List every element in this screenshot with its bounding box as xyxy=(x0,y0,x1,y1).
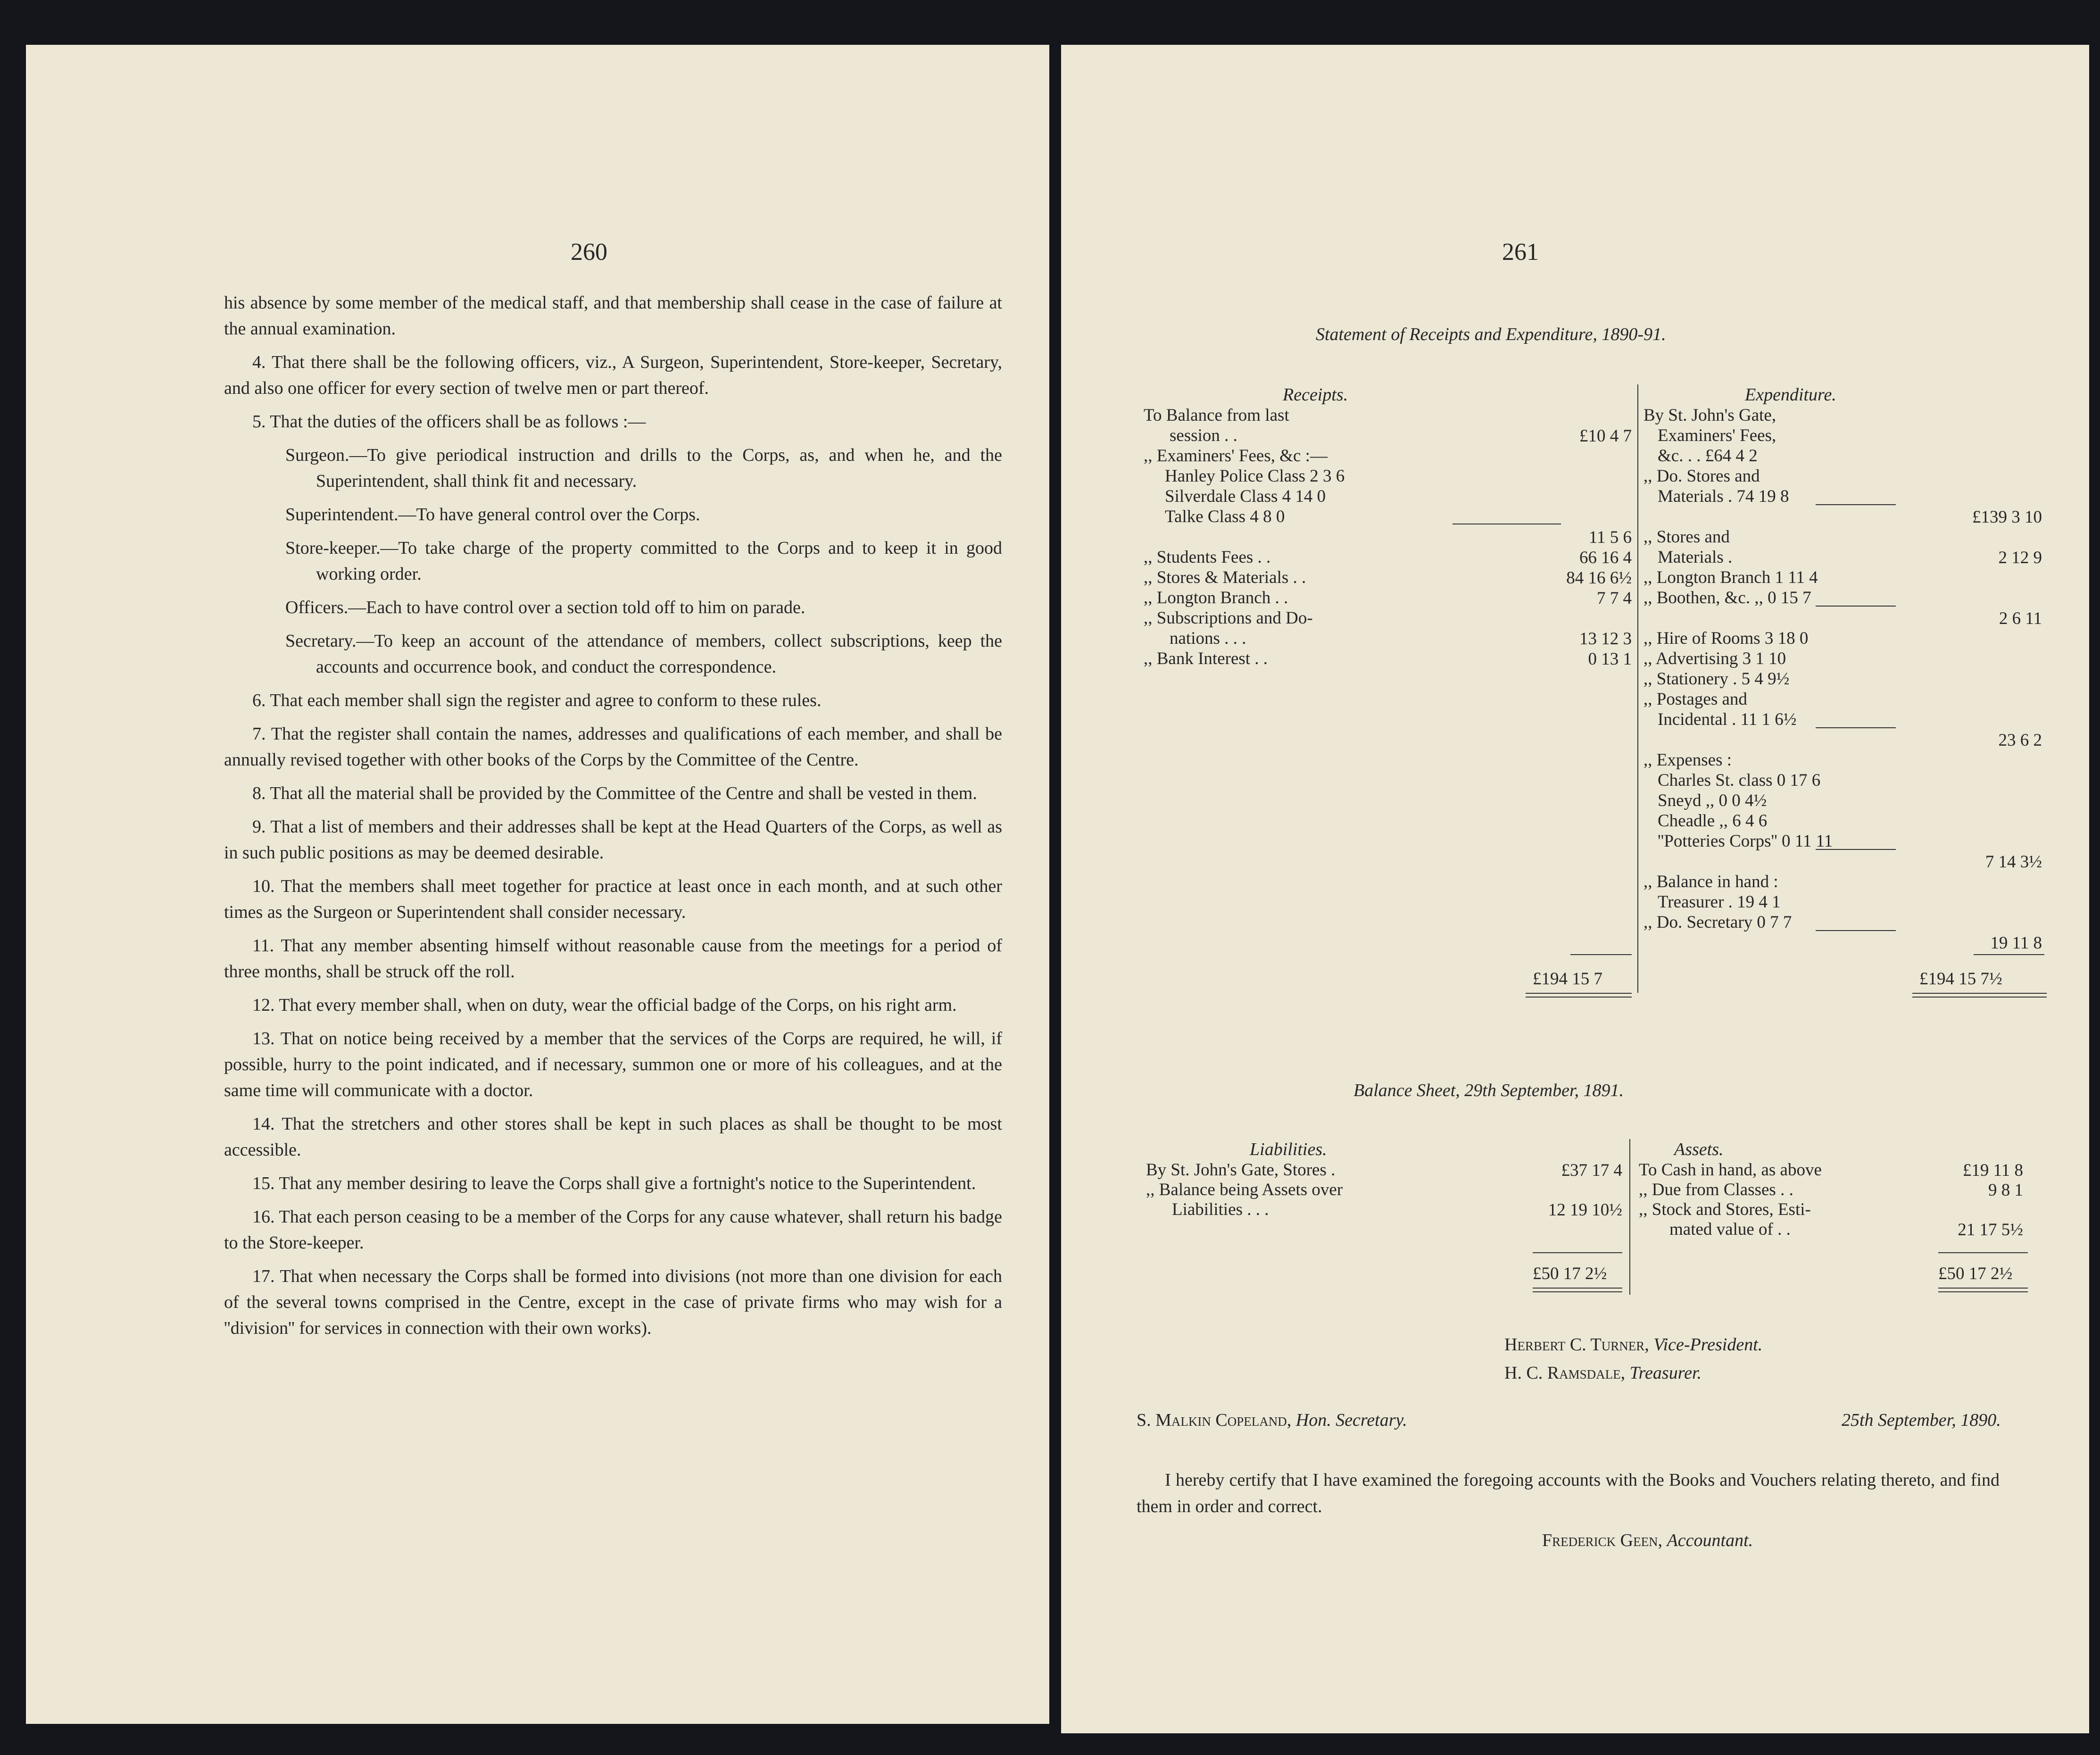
asset-amount: 9 8 1 xyxy=(1988,1181,2023,1200)
ledger-line: Sneyd ,, 0 0 4½ xyxy=(1658,791,1767,810)
paragraph: 13. That on notice being received by a member that the services of the Corps are required, he will, if possible, hurry to the point indicated, and if necessary, summon one or more of his colleagues, and at the same time will communicate with a doctor. xyxy=(224,1029,1002,1100)
ledger-line: ,, Expenses : xyxy=(1643,750,1732,770)
ledger-line: ''Potteries Corps'' 0 11 11 xyxy=(1658,832,1833,851)
paragraph: Secretary.—To keep an account of the attendance of members, collect subscriptions, keep the accounts and occurrence book, and conduct the correspondence. xyxy=(285,631,1002,677)
paragraph: Surgeon.—To give periodical instruction and drills to the Corps, as, and when he, and the Superintendent, shall think fit and necessary. xyxy=(285,445,1002,491)
paragraph: 15. That any member desiring to leave the Corps shall give a fortnight's notice to the Superintendent. xyxy=(252,1173,976,1193)
signature-secretary xyxy=(1137,1410,1407,1430)
paragraph: 9. That a list of members and their addresses shall be kept at the Head Quarters of the Corps, as well as in such public positions as may be deemed desirable. xyxy=(224,817,1002,863)
ledger-line: ,, Students Fees . . xyxy=(1144,548,1271,567)
signatory-role: Hon. Secretary. xyxy=(1295,1410,1407,1430)
ledger-line: ,, Boothen, &c. ,, 0 15 7 xyxy=(1643,588,1811,607)
paragraph: 14. That the stretchers and other stores shall be kept in such places as shall be thought to be most accessible. xyxy=(224,1114,1002,1160)
assets-heading: Assets. xyxy=(1674,1140,1724,1159)
paragraph: his absence by some member of the medical staff, and that membership shall cease in the case of failure at the annual examination. xyxy=(224,293,1002,339)
divider xyxy=(1938,1291,2028,1292)
divider xyxy=(1816,606,1896,607)
column-divider xyxy=(1629,1139,1630,1295)
paragraph: Officers.—Each to have control over a section told off to him on parade. xyxy=(285,598,805,617)
asset-line: ,, Due from Classes . . xyxy=(1639,1180,1793,1199)
page-number: 260 xyxy=(571,239,607,266)
paragraph: 16. That each person ceasing to be a member of the Corps for any cause whatever, shall return his badge to the Store-keeper. xyxy=(224,1207,1002,1253)
column-divider xyxy=(1637,384,1638,993)
ledger-line: Examiners' Fees, xyxy=(1658,426,1776,445)
ledger-amount: 0 13 1 xyxy=(1588,649,1632,669)
rules-text xyxy=(224,248,1002,1349)
paragraph: Store-keeper.—To take charge of the property committed to the Corps and to keep it in good working order. xyxy=(285,538,1002,584)
liability-line: ,, Balance being Assets over xyxy=(1146,1180,1343,1199)
signature-treasurer xyxy=(1504,1363,1702,1383)
ledger-line: Charles St. class 0 17 6 xyxy=(1658,771,1821,790)
expenditure-total: £194 15 7½ xyxy=(1919,969,2002,989)
ledger-line: session . . xyxy=(1170,426,1237,445)
asset-amount: £19 11 8 xyxy=(1962,1161,2023,1180)
ledger-line: ,, Stores & Materials . . xyxy=(1144,568,1306,587)
paragraph: 7. That the register shall contain the names, addresses and qualifications of each member, and shall be annually revised together with other books of the Corps by the Committee of the Centre. xyxy=(224,724,1002,770)
paragraph: 5. That the duties of the officers shall be as follows :— xyxy=(252,412,646,432)
ledger-amount: 2 6 11 xyxy=(1999,609,2042,628)
divider xyxy=(1570,954,1632,955)
page-number: 261 xyxy=(1502,239,1539,266)
ledger-line: ,, Do. Stores and xyxy=(1643,466,1760,486)
ledger-amount: 84 16 6½ xyxy=(1566,568,1632,588)
ledger-line: ,, Longton Branch . . xyxy=(1144,588,1288,607)
divider xyxy=(1912,993,2047,994)
ledger-amount: 7 7 4 xyxy=(1597,589,1632,608)
ledger-line: Hanley Police Class 2 3 6 xyxy=(1165,466,1345,486)
divider xyxy=(1912,997,2047,998)
receipts-heading: Receipts. xyxy=(1283,385,1348,405)
signatory-name: Herbert C. Turner, xyxy=(1504,1335,1649,1355)
paragraph: 4. That there shall be the following officers, viz., A Surgeon, Superintendent, Store-keeper, Secretary, and also one officer for every section of twelve men or part thereof. xyxy=(224,352,1002,398)
divider xyxy=(1533,1252,1622,1253)
divider xyxy=(1816,727,1896,728)
receipts-total: £194 15 7 xyxy=(1533,969,1602,989)
paragraph: 11. That any member absenting himself without reasonable cause from the meetings for a period of three months, shall be struck off the roll. xyxy=(224,936,1002,981)
signatory-role: Treasurer. xyxy=(1629,1363,1702,1383)
ledger-line: ,, Stationery . 5 4 9½ xyxy=(1643,669,1790,689)
signatory-name: S. Malkin Copeland, xyxy=(1137,1410,1292,1430)
ledger-line: Treasurer . 19 4 1 xyxy=(1658,892,1781,912)
ledger-line: ,, Examiners' Fees, &c :— xyxy=(1144,446,1328,466)
ledger-line: ,, Hire of Rooms 3 18 0 xyxy=(1643,629,1809,648)
ledger-amount: 11 5 6 xyxy=(1588,528,1632,547)
ledger-amount: 2 12 9 xyxy=(1998,548,2042,567)
divider xyxy=(1526,993,1632,994)
ledger-line: Cheadle ,, 6 4 6 xyxy=(1658,811,1768,831)
ledger-line: ,, Advertising 3 1 10 xyxy=(1643,649,1786,668)
paragraph: Superintendent.—To have general control over the Corps. xyxy=(285,505,700,524)
ledger-line: ,, Longton Branch 1 11 4 xyxy=(1643,568,1818,587)
divider xyxy=(1533,1288,1622,1289)
paragraph: 6. That each member shall sign the register and agree to conform to these rules. xyxy=(252,690,822,710)
ledger-amount: £10 4 7 xyxy=(1579,426,1632,446)
liability-amount: 12 19 10½ xyxy=(1548,1200,1622,1220)
balance-title: Balance Sheet, 29th September, 1891. xyxy=(1353,1081,1624,1100)
right-page xyxy=(1061,45,2089,1733)
liability-line: Liabilities . . . xyxy=(1172,1200,1269,1219)
ledger-line: nations . . . xyxy=(1170,629,1246,648)
paragraph: 17. That when necessary the Corps shall be formed into divisions (not more than one division for each of the several towns comprised in the Centre, except in the case of private firms who may wish for a ''division'' for services in connection with their own works). xyxy=(224,1266,1002,1338)
ledger-line: ,, Subscriptions and Do- xyxy=(1144,608,1313,628)
ledger-amount: 23 6 2 xyxy=(1998,731,2042,750)
ledger-line: ,, Stores and xyxy=(1643,527,1730,547)
ledger-line: Materials . 74 19 8 xyxy=(1658,487,1789,506)
signatory-name: Frederick Geen, xyxy=(1542,1530,1663,1550)
signature-date: 25th September, 1890. xyxy=(1842,1410,2001,1430)
ledger-line: By St. John's Gate, xyxy=(1643,406,1776,425)
liabilities-heading: Liabilities. xyxy=(1250,1140,1327,1159)
signature-vice-president xyxy=(1504,1335,1762,1355)
ledger-amount: 13 12 3 xyxy=(1579,629,1632,649)
signature-accountant xyxy=(1542,1530,1753,1550)
signatory-role: Accountant. xyxy=(1667,1530,1753,1550)
signatory-role: Vice-President. xyxy=(1653,1335,1763,1355)
certification: I hereby certify that I have examined the foregoing accounts with the Books and Vouchers relating thereto, and find them in order and correct. xyxy=(1137,1470,2000,1516)
left-page xyxy=(26,45,1049,1724)
divider xyxy=(1938,1288,2028,1289)
divider xyxy=(1974,954,2044,955)
ledger-line: To Balance from last xyxy=(1144,406,1289,425)
paragraph: 10. That the members shall meet together for practice at least once in each month, and at such other times as the Surgeon or Superintendent shall consider necessary. xyxy=(224,876,1002,922)
divider xyxy=(1533,1291,1622,1292)
ledger-line: Incidental . 11 1 6½ xyxy=(1658,710,1797,729)
ledger-line: Talke Class 4 8 0 xyxy=(1165,507,1285,526)
ledger-line: Materials . xyxy=(1658,548,1733,567)
ledger-amount: £139 3 10 xyxy=(1972,507,2042,527)
paragraph: 8. That all the material shall be provided by the Committee of the Centre and shall be vested in them. xyxy=(252,783,977,803)
asset-line: To Cash in hand, as above xyxy=(1639,1160,1822,1180)
ledger-line: ,, Bank Interest . . xyxy=(1144,649,1268,668)
divider xyxy=(1816,504,1896,505)
divider xyxy=(1816,849,1896,850)
ledger-amount: 7 14 3½ xyxy=(1985,852,2042,872)
liability-amount: £37 17 4 xyxy=(1561,1161,1622,1180)
divider xyxy=(1938,1252,2028,1253)
paragraph: 12. That every member shall, when on duty, wear the official badge of the Corps, on his right arm. xyxy=(252,995,957,1015)
liability-line: By St. John's Gate, Stores . xyxy=(1146,1160,1336,1180)
ledger-line: &c. . . £64 4 2 xyxy=(1658,446,1758,466)
divider xyxy=(1816,930,1896,931)
ledger-amount: 19 11 8 xyxy=(1990,933,2042,953)
statement-title: Statement of Receipts and Expenditure, 1890-91. xyxy=(1316,324,1666,344)
asset-line: mated value of . . xyxy=(1669,1220,1791,1239)
ledger-line: ,, Balance in hand : xyxy=(1643,872,1778,891)
liabilities-total: £50 17 2½ xyxy=(1533,1264,1607,1283)
assets-total: £50 17 2½ xyxy=(1938,1264,2013,1283)
asset-line: ,, Stock and Stores, Esti- xyxy=(1639,1200,1811,1219)
ledger-line: ,, Postages and xyxy=(1643,690,1747,709)
ledger-line: ,, Do. Secretary 0 7 7 xyxy=(1643,913,1792,932)
expenditure-heading: Expenditure. xyxy=(1745,385,1836,405)
ledger-amount: 66 16 4 xyxy=(1579,548,1632,567)
asset-amount: 21 17 5½ xyxy=(1958,1220,2023,1239)
signatory-name: H. C. Ramsdale, xyxy=(1504,1363,1626,1383)
divider xyxy=(1526,997,1632,998)
ledger-line: Silverdale Class 4 14 0 xyxy=(1165,487,1326,506)
